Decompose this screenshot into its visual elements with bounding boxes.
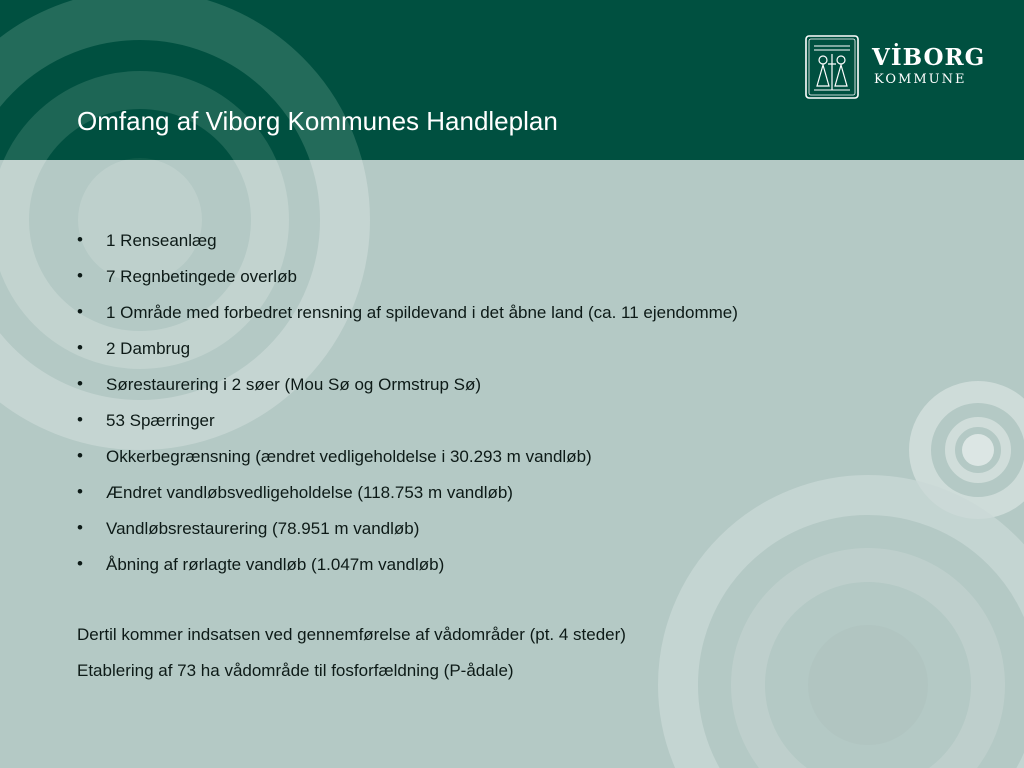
bullet-item	[77, 259, 738, 295]
bullet-list	[77, 223, 738, 583]
bullet-text: 2 Dambrug	[106, 339, 191, 358]
bullet-item	[77, 331, 738, 367]
bullet-text: 1 Renseanlæg	[106, 231, 217, 250]
bullet-dot-icon: •	[77, 410, 83, 429]
slide-header	[0, 0, 1024, 160]
bullet-text: 7 Regnbetingede overløb	[106, 267, 297, 286]
bullet-item	[77, 223, 738, 259]
bullet-text: Åbning af rørlagte vandløb (1.047m vandløb)	[106, 555, 445, 574]
bullet-item	[77, 547, 738, 583]
bullet-item	[77, 367, 738, 403]
bullet-item	[77, 403, 738, 439]
bullet-dot-icon: •	[77, 266, 83, 285]
logo-text-kommune: KOMMUNE	[874, 72, 967, 87]
bullet-item	[77, 475, 738, 511]
viborg-crest-icon	[804, 34, 860, 100]
bullet-item	[77, 439, 738, 475]
bullet-dot-icon: •	[77, 230, 83, 249]
bullet-dot-icon: •	[77, 446, 83, 465]
slide-title: Omfang af Viborg Kommunes Handleplan	[77, 106, 558, 136]
additional-notes	[77, 617, 626, 689]
bullet-item	[77, 295, 738, 331]
bullet-text: Ændret vandløbsvedligeholdelse (118.753 m vandløb)	[106, 483, 513, 502]
bullet-dot-icon: •	[77, 338, 83, 357]
bullet-text: 1 Område med forbedret rensning af spildevand i det åbne land (ca. 11 ejendomme)	[106, 303, 738, 322]
viborg-logo	[804, 34, 986, 102]
bullet-dot-icon: •	[77, 518, 83, 537]
note-line: Dertil kommer indsatsen ved gennemførelse af vådområder (pt. 4 steder)	[77, 625, 626, 644]
note-line: Etablering af 73 ha vådområde til fosforfældning (P-ådale)	[77, 661, 514, 680]
bullet-dot-icon: •	[77, 482, 83, 501]
logo-text-viborg: VİBORG	[872, 44, 986, 71]
bullet-text: Okkerbegrænsning (ændret vedligeholdelse i 30.293 m vandløb)	[106, 447, 592, 466]
bullet-text: 53 Spærringer	[106, 411, 215, 430]
bullet-dot-icon: •	[77, 554, 83, 573]
bullet-item	[77, 511, 738, 547]
bullet-text: Sørestaurering i 2 søer (Mou Sø og Ormstrup Sø)	[106, 375, 482, 394]
bullet-text: Vandløbsrestaurering (78.951 m vandløb)	[106, 519, 420, 538]
bullet-dot-icon: •	[77, 374, 83, 393]
bullet-dot-icon: •	[77, 302, 83, 321]
